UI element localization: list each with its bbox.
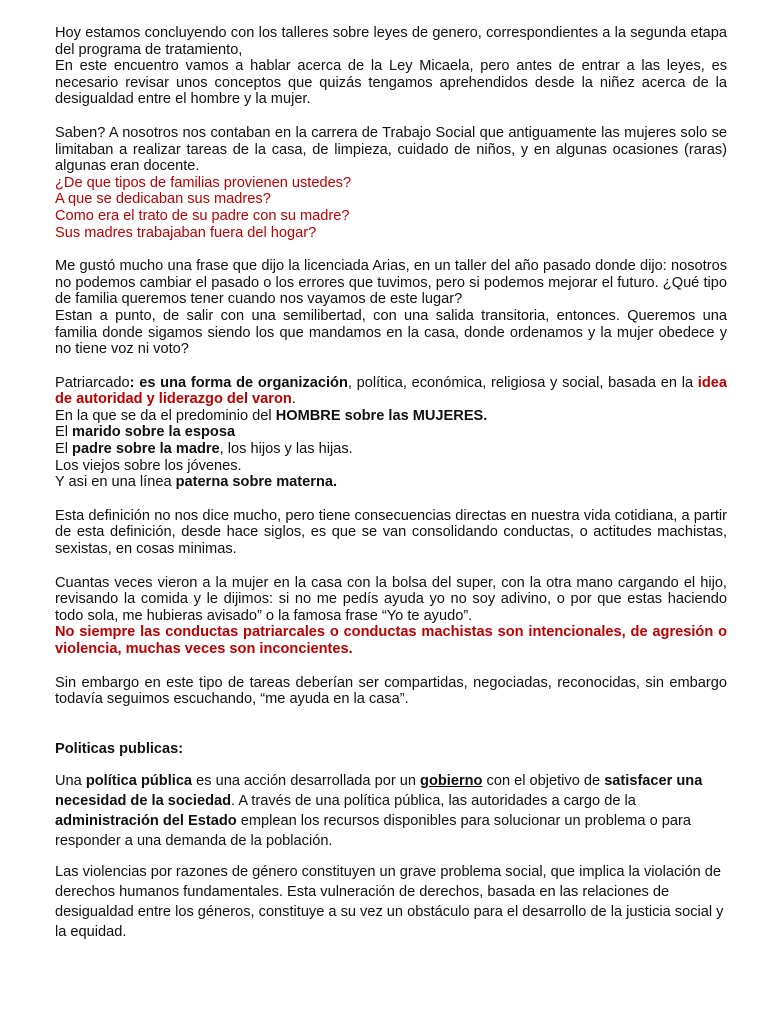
marido-bold: marido sobre la esposa [72,424,236,441]
predominio-bold: HOMBRE sobre las MUJERES. [275,407,488,424]
pp1-i: emplean los recursos disponibles para solucionar un problema o para responder a una demanda de la población. [55,813,691,850]
intro-line-1: Hoy estamos concluyendo con los talleres sobre leyes de genero, correspondientes a la segunda etapa del programa de tratamiento, [55,25,727,58]
frase-para-2: Estan a punto, de salir con una semilibertad, con una salida transitoria, entonces. Queremos una familia donde sigamos siendo los que mandamos en la casa, donde ordenamos y la mujer obedece y no tiene voz ni voto? [55,307,727,358]
definicion-text: Esta definición no nos dice mucho, pero tiene consecuencias directas en nuestra vida cotidiana, a partir de esta definición, desde hace siglos, es que se van consolidando conductas, o actitudes machistas, sexistas, en cosas minimas. [55,507,727,558]
pp1-f: satisfacer una necesidad de la sociedad [55,773,703,810]
padre-bold: padre sobre la madre [72,441,220,458]
definicion-block [55,508,727,558]
question-2: A que se dedicaban sus madres? [55,191,271,208]
saben-text: Saben? A nosotros nos contaban en la carrera de Trabajo Social que antiguamente las mujeres solo se limitaban a realizar tareas de la casa, de limpieza, cuidado de niños, y en algunas ocasiones (raras) algunas eran docente. [55,124,727,175]
patriarcado-def-red: idea de autoridad y liderazgo del varon [55,374,727,408]
intro-line-2: En este encuentro vamos a hablar acerca de la Ley Micaela, pero antes de entrar a las leyes, es necesario revisar unos conceptos que quizás tengamos aprehendidos desde la niñez acerca de la desigualdad entre el hombre y la mujer. [55,58,727,108]
patriarcado-def-end: . [291,391,296,408]
pp1-c: es una acción desarrollada por un [192,773,421,790]
politicas-heading: Politicas publicas: [55,740,184,757]
politicas-paragraph-2: Las violencias por razones de género constituyen un grave problema social, que implica la violación de derechos humanos fundamentales. Esta vulneración de derechos, basada en las relaciones de desigualdad entre los géneros, constituye a su vez un obstáculo para el desarrollo de la justicia social y la equidad. [55,864,724,941]
frase-block [55,258,727,358]
sin-embargo-block [55,675,727,708]
linea-line [55,474,727,491]
patriarcado-def-bold: : es una forma de organización [129,374,348,391]
viejos-line: Los viejos sobre los jóvenes. [55,457,242,474]
cuantas-red-statement: No siempre las conductas patriarcales o conductas machistas son intencionales, de agresión o violencia, muchas veces son inconcientes. [55,624,727,657]
question-3: Como era el trato de su padre con su madre? [55,207,350,224]
question-1: ¿De que tipos de familias provienen ustedes? [55,174,352,191]
linea-pre: Y asi en una línea [55,474,176,491]
marido-pre: El [55,424,73,441]
marido-line [55,424,727,441]
patriarcado-def-rest: , política, económica, religiosa y social, basada en la [347,374,698,391]
politicas-heading-block [55,741,727,758]
intro-block [55,25,727,108]
sin-embargo-text: Sin embargo en este tipo de tareas deberían ser compartidas, negociadas, reconocidas, sin embargo todavía seguimos escuchando, “me ayuda en la casa”. [55,674,727,708]
predominio-pre: En la que se da el predominio del [55,407,276,424]
pp1-gobierno-link[interactable]: gobierno [420,773,483,790]
patriarcado-term: Patriarcado [55,374,130,391]
patriarcado-definition [55,375,727,408]
padre-line [55,441,727,458]
pp1-a: Una [55,773,86,790]
frase-para-1: Me gustó mucho una frase que dijo la licenciada Arias, en un taller del año pasado donde dijo: nosotros no podemos cambiar el pasado o los errores que tuvimos, pero si podemos mejorar el futuro. ¿Qué tipo de familia queremos tener cuando nos vayamos de este lugar? [55,258,727,308]
linea-bold: paterna sobre materna. [175,474,338,491]
pp1-b: política pública [85,773,193,790]
pp1-h: administración del Estado [55,813,237,830]
pp1-e: con el objetivo de [482,773,605,790]
pp1-g: . A través de una política pública, las autoridades a cargo de la [231,793,636,810]
padre-rest: , los hijos y las hijas. [219,441,353,458]
cuantas-text: Cuantas veces vieron a la mujer en la casa con la bolsa del super, con la otra mano cargando el hijo, revisando la comida y le dijimos: si no me pedís ayuda yo no soy adivino, o por que estas haciendo todo sola, me hubieras avisado” o la famosa frase “Yo te ayudo”. [55,574,727,624]
patriarcado-block [55,375,727,491]
cuantas-block [55,575,727,658]
politicas-paragraph-1 [55,771,727,851]
predominio-line [55,408,727,425]
question-4: Sus madres trabajaban fuera del hogar? [55,224,317,241]
saben-block [55,125,727,241]
padre-pre: El [55,441,73,458]
